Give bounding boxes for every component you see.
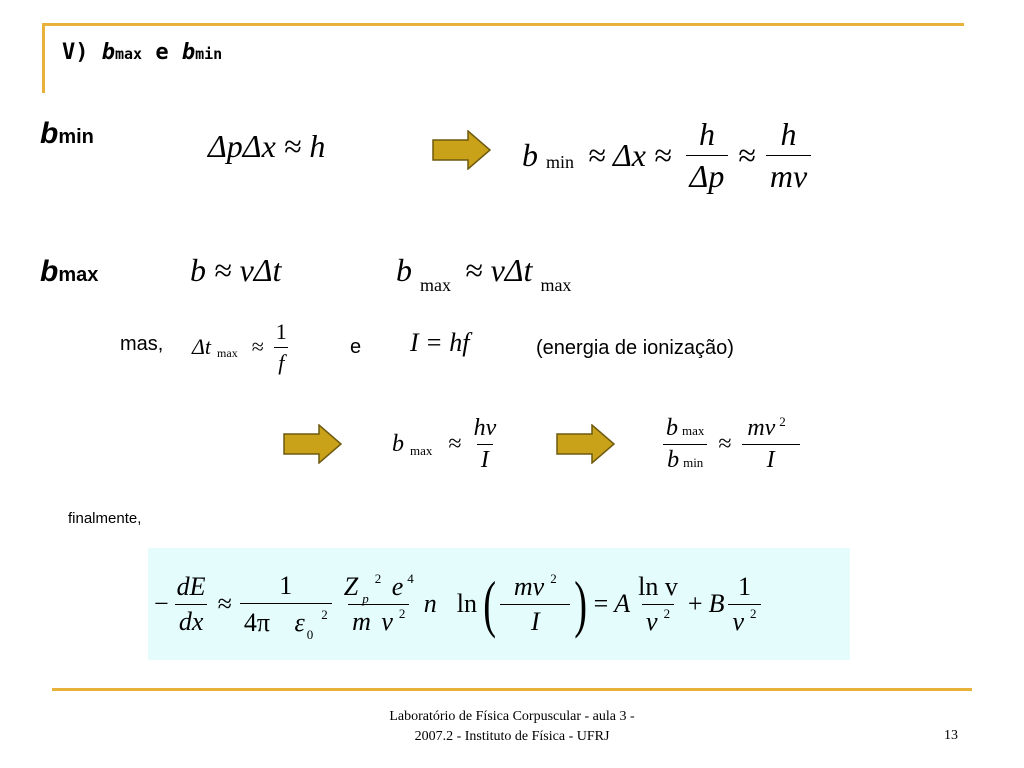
ionization-energy-equation: I = hf [410,328,470,357]
final-equals: = [593,589,609,618]
finalmente-text: finalmente, [68,510,142,527]
fraction-1-over-v2 [728,572,760,637]
final-dx: dx [175,604,208,637]
final-formula-box [148,548,850,660]
frac-hv-den: I [477,444,493,474]
frac-h-dp-num: h [698,115,715,152]
frac-1-f-den: f [274,347,288,376]
title-sub-min: min [195,45,223,63]
final-minus: − [154,589,169,618]
frac-h-dp-den: Δp [686,155,729,195]
result-approx: ≈ [448,430,462,457]
fraction-1-over-f [272,319,291,376]
dt-symbol: Δt [192,334,212,359]
fraction-h-over-mv [766,116,811,195]
ratio-den-b: b [667,446,680,473]
final-one2: 1 [737,571,751,601]
final-eps: ε [294,607,305,637]
slide-title [62,40,222,65]
collision-time-equation: b ≈ vΔt [190,252,282,288]
result-b: b [392,430,404,457]
fraction-mv2-over-I [742,414,800,474]
ratio-mv: mv [747,415,776,441]
final-n: n [423,589,437,618]
page-number: 13 [944,728,958,743]
final-e-sup: 4 [407,570,414,586]
final-Z: Z [343,571,359,601]
ratio-approx: ≈ [718,430,732,457]
final-v2: v [646,606,658,636]
final-Z-sup: 2 [374,570,382,586]
title-conj: e [155,40,169,65]
final-A: A [614,589,631,618]
final-v-sup: 2 [398,605,406,621]
footer-text [312,707,712,747]
footer-line-1: Laboratório de Física Corpuscular - aula 3 - [389,709,635,724]
final-I: I [500,604,570,637]
final-approx: ≈ [217,589,232,618]
bmax-eq-sub2: max [540,275,572,295]
final-eps-sup: 2 [321,606,328,622]
footer-line-2: 2007.2 - Instituto de Física - UFRJ [414,729,610,744]
fraction-h-over-dp [686,116,729,195]
bmax-label-b: b [40,255,59,288]
bmin-label-sub: min [58,126,94,148]
frac-1-f-num: 1 [275,318,287,344]
bmax-eq-sub: max [420,275,451,295]
mas-text: mas, [120,333,164,355]
fraction-Z2e4-over-mv2 [340,572,418,637]
frac-h-mv-num: h [780,115,797,152]
bmin-label-b: b [40,117,59,150]
ratio-num-sub: max [682,422,705,438]
dt-max-equation [192,312,291,382]
bmax-eq-b: b [396,252,412,288]
result-b-sub: max [410,443,433,458]
fraction-bmax-over-bmin [662,415,708,474]
bmin-equation [522,110,811,200]
ratio-den-sub: min [683,454,704,470]
final-v3-sup: 2 [750,605,757,621]
footer-rule [52,688,972,691]
bmax-result-equation [392,406,500,482]
final-Z-sub: p [362,590,369,606]
final-m: m [352,606,371,636]
title-b-max: b [101,40,115,65]
bmin-eq-b: b [522,136,538,173]
final-lnv: ln v [638,571,678,601]
bmin-eq-approx: ≈ [738,136,756,173]
title-top-rule [42,23,964,26]
final-plus: + [687,589,703,618]
implies-arrow-1 [432,130,492,170]
ratio-I: I [742,444,800,474]
frac-h-mv-den: mv [766,155,811,195]
dt-approx: ≈ [251,334,264,359]
final-B: B [708,589,725,618]
final-eps-sub: 0 [306,626,314,642]
ratio-equation [662,404,800,484]
bmax-label [40,255,98,289]
bmax-label-sub: max [58,264,99,286]
final-v: v [381,606,393,636]
title-left-rule [42,23,45,93]
fraction-1-over-4pi-eps [240,570,332,642]
fraction-dE-dx [173,572,210,637]
ratio-num-b: b [666,414,678,441]
bmin-label [40,117,94,151]
implies-arrow-2 [283,424,343,464]
left-paren: ( [483,568,497,639]
final-mv: mv [513,571,545,601]
frac-hv-num: hv [473,414,497,441]
final-one: 1 [279,570,293,600]
fraction-hv-over-I [470,415,501,474]
final-four-pi: 4π [243,607,270,637]
fraction-lnv-over-v2 [634,572,682,637]
bmax-equation [396,252,572,295]
fraction-mv2-over-I-final [500,572,570,637]
bmin-eq-mid: ≈ Δx ≈ [588,136,672,173]
right-paren: ) [574,568,588,639]
final-ln: ln [456,589,477,618]
dt-sub: max [217,345,238,360]
final-v3: v [732,606,745,636]
title-b-min: b [181,40,196,65]
implies-arrow-3 [556,424,616,464]
uncertainty-equation: ΔpΔx ≈ h [208,128,326,164]
bmin-eq-sub: min [546,151,575,172]
final-dE: dE [176,571,206,601]
and-text: e [350,336,362,358]
title-prefix: V) [62,40,89,65]
title-sub-max: max [115,45,143,63]
final-e: e [391,571,404,601]
ionization-note: (energia de ionização) [536,337,734,359]
ratio-mv-sup: 2 [779,414,786,429]
final-v2-sup: 2 [663,605,671,621]
final-mv-sup: 2 [550,570,557,586]
bmax-eq-mid: ≈ vΔt [465,252,533,288]
